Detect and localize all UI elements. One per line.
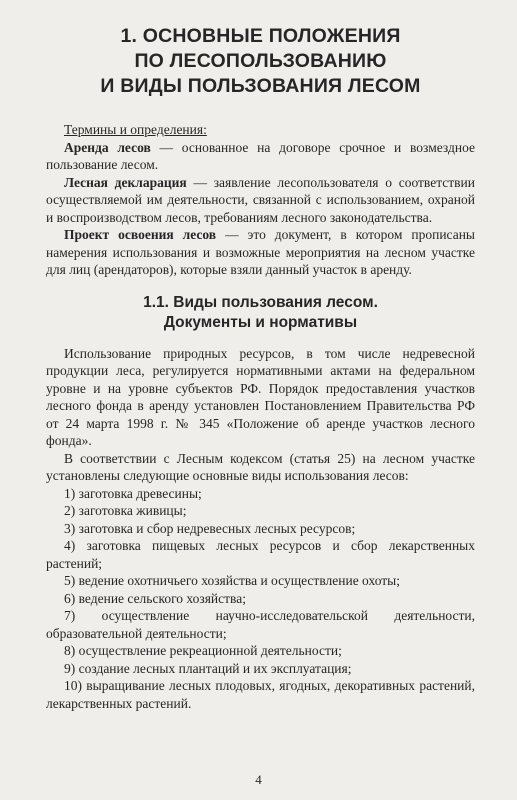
chapter-title-line: ПО ЛЕСОПОЛЬЗОВАНИЮ [134, 50, 387, 72]
body-paragraph: Использование природных ресурсов, в том числе недревесной продукции леса, регулируется нормативными актами на федеральном уровне и на уровне субъектов РФ. Порядок предоставления участков лесного фонда в аренду установлен Постановлением Правительства РФ от 24 марта 1998 г. № 345 «Положение об аренде участков лесного фонда». [46, 345, 475, 448]
list-item: 2) заготовка живицы; [64, 503, 187, 518]
term-name: Лесная декларация [64, 174, 187, 190]
list-item: 9) создание лесных плантаций и их эксплуатация; [64, 660, 352, 676]
list-item: 1) заготовка древесины; [64, 485, 202, 501]
list-item: 4) заготовка пищевых лесных ресурсов и сбор лекарственных растений; [46, 538, 475, 571]
list-item: 6) ведение сельского хозяйства; [64, 590, 246, 606]
term-text: — это документ, в котором прописаны намерения использования и возможные мероприятия на лесном участке для лиц (арендаторов), которые взяли данный участок в аренду. [46, 227, 475, 277]
term-text: — основанное на договоре срочное и возмездное пользование лесом. [46, 139, 475, 172]
chapter-title-line: И ВИДЫ ПОЛЬЗОВАНИЯ ЛЕСОМ [100, 75, 421, 97]
term-text: — заявление лесопользователя о соответствии осуществляемой им деятельности, связанной с использованием, охраной и воспроизводством лесов, требованиям лесного законодательства. [46, 174, 476, 225]
body-paragraph: В соответствии с Лесным кодексом (статья 25) на лесном участке установлены следующие основные виды использования лесов: [46, 450, 475, 483]
list-item: 3) заготовка и сбор недревесных лесных ресурсов; [64, 520, 356, 536]
term-name: Аренда лесов [64, 139, 151, 155]
forest-use-kinds-list [46, 485, 475, 713]
list-item: 10) выращивание лесных плодовых, ягодных, декоративных растений, лекарственных растений. [46, 678, 475, 711]
term-name: Проект освоения лесов [64, 227, 217, 242]
term-definition [46, 174, 475, 227]
terms-heading: Термины и определения: [64, 122, 207, 137]
list-item: 8) осуществление рекреационной деятельности; [64, 643, 342, 658]
section-title [46, 293, 475, 333]
section-title-line: Документы и нормативы [163, 313, 358, 331]
chapter-title-line: 1. ОСНОВНЫЕ ПОЛОЖЕНИЯ [120, 25, 401, 47]
chapter-title [46, 24, 475, 99]
list-item: 5) ведение охотничьего хозяйства и осуществление охоты; [64, 573, 400, 588]
term-definition [46, 139, 475, 174]
page-number: 4 [255, 772, 262, 787]
list-item: 7) осуществление научно-исследовательской деятельности, образовательной деятельности; [46, 608, 475, 641]
term-definition [46, 226, 475, 279]
section-title-line: 1.1. Виды пользования лесом. [143, 293, 378, 311]
